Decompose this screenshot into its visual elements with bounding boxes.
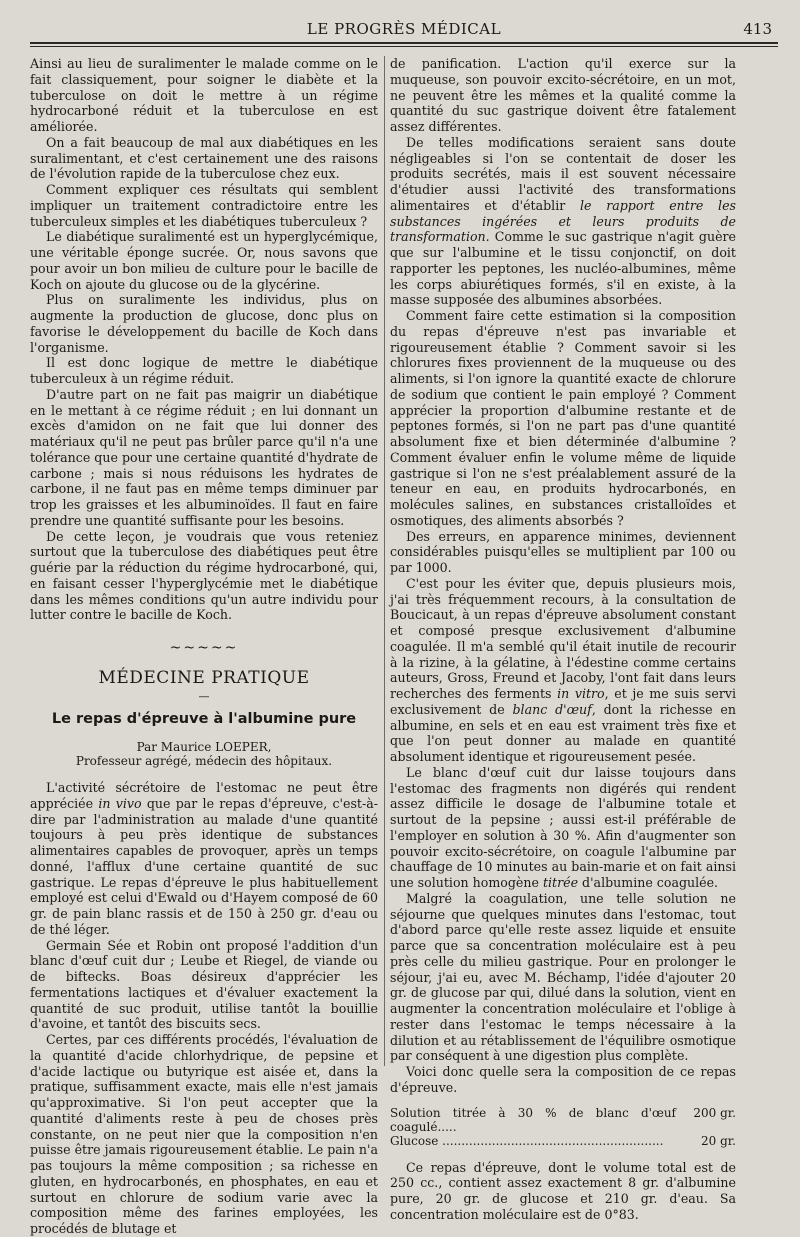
- paragraph: On a fait beaucoup de mal aux diabétiques en les suralimentant, et c'est certainement une des raisons de l'évolution rapide de la tuberculose chez eux.: [30, 134, 378, 182]
- text-run: d'albumine coagulée.: [578, 875, 719, 890]
- section-separator: ~~~~~: [169, 640, 239, 656]
- paragraph: Voici donc quelle sera la composition de ce repas d'épreuve.: [390, 1064, 736, 1095]
- text-run: Le blanc d'œuf cuit dur laisse toujours dans l'estomac des fragments non digérés qui rendent assez difficile le dosage de l'albumine totale et surtout de la pepsine ; aussi est-il préférable de l'employer en solution à 30 %. Afin d'augmenter son pouvoir excito-sécrétoire, on coagule l'albumine par chauffage de 10 minutes au bain-marie et on fait ainsi une solution homogène: [390, 764, 736, 890]
- text-run: L'activité sécrétoire de l'estomac ne peut être appréciée: [30, 780, 378, 811]
- recipe-ingredient: Solution titrée à 30 % de blanc d'œuf coagulé.....: [390, 1105, 676, 1134]
- paragraph: Ainsi au lieu de suralimenter le malade comme on le fait classiquement, pour soigner le diabète et la tuberculose on doit le mettre à un régime hydrocarboné réduit et la tuberculose en est améliorée.: [30, 56, 378, 134]
- paragraph: Comment faire cette estimation si la composition du repas d'épreuve n'est pas invariable et rigoureusement établie ? Comment savoir si les chlorures fixes proviennent de la muqueuse ou des aliments, si l'on ignore la quantité exacte de chlorure de sodium que contient le pain employé ? Comment apprécier la proportion d'albumine restante et de peptones formés, si l'on ne part pas d'une quantité absolument fixe et bien déterminée d'albumine ? Comment évaluer enfin le volume même de liquide gastrique si l'on ne s'est préalablement assuré de la teneur en eau, en produits hydrocarbonés, en molécules salines, en substances cristalloïdes et osmotiques, des aliments absorbés ?: [390, 308, 736, 528]
- paragraph: Malgré la coagulation, une telle solution ne séjourne que quelques minutes dans l'estomac, tout d'abord parce qu'elle reste assez liquide et ensuite parce que sa concentration moléculaire est à peu près celle du milieu gastrique. Pour en prolonger le séjour, j'ai eu, avec M. Béchamp, l'idée d'ajouter 20 gr. de glucose par qui, dilué dans la solution, vient en augmenter la concentration moléculaire et l'oblige à rester dans l'estomac le temps nécessaire à la dilution et au rétablissement de l'équilibre osmotique par conséquent à une digestion plus complète.: [390, 890, 736, 1064]
- column-divider: [384, 56, 385, 1066]
- text-run: , et je me suis servi exclusivement de: [390, 686, 737, 717]
- italic-run: in vitro: [557, 686, 605, 701]
- right-column: [390, 56, 736, 1223]
- page-number: 413: [743, 20, 772, 38]
- italic-run: titrée: [542, 875, 579, 890]
- recipe-row: [390, 1106, 736, 1134]
- text-run: , dont la richesse en albumine, en sels et en eau est vraiment très fixe et que l'on peut donner au malade en quantité absolument identique et rigoureusement pesée.: [390, 701, 736, 764]
- section-title: MÉDECINE PRATIQUE: [98, 667, 310, 688]
- paragraph: D'autre part on ne fait pas maigrir un diabétique en le mettant à ce régime réduit ; en lui donnant un excès d'amidon on ne fait que lui donner des matériaux qu'il ne peut pas brûler parce qu'il n'a une tolérance que pour une certaine quantité d'hydrate de carbone ; mais si nous réduisons les hydrates de carbone, il ne faut pas en même temps diminuer par trop les graisses et les albuminoïdes. Il faut en faire prendre une quantité suffisante pour les besoins.: [30, 386, 378, 528]
- text-run: De telles modifications seraient sans doute négligeables si l'on se contentait de doser les produits secrétés, mais il est souvent nécessaire d'étudier aussi l'activité des transformations alimentaires et d'établir: [390, 134, 736, 213]
- left-column: [30, 56, 378, 1237]
- text-run: C'est pour les éviter que, depuis plusieurs mois, j'ai très fréquemment recours, à la consultation de Boucicaut, à un repas d'épreuve absolument constant et composé presque exclusivement d'albumine coagulée. Il m'a semblé qu'il était inutile de recourir à la rizine, à la gélatine, à l'édestine comme certains auteurs, Gross, Freund et Jacoby, l'ont fait dans leurs recherches des ferments: [390, 575, 736, 701]
- paragraph: Le diabétique suralimenté est un hyperglycémique, une véritable éponge sucrée. Or, nous savons que pour avoir un bon milieu de culture pour le bacille de Koch on ajoute du glucose ou de la glycérine.: [30, 229, 378, 292]
- recipe-row: [390, 1134, 736, 1148]
- paragraph: De cette leçon, je voudrais que vous reteniez surtout que la tuberculose des diabétiques peut être guérie par la réduction du régime hydrocarboné, qui, en faisant cesser l'hyperglycémie met le diabétique dans les mêmes conditions qu'un autre individu pour lutter contre le bacille de Koch.: [30, 528, 378, 623]
- section-dash: —: [198, 689, 210, 703]
- paragraph: Des erreurs, en apparence minimes, deviennent considérables puisqu'elles se multiplient par 100 ou par 1000.: [390, 528, 736, 575]
- recipe-table: [390, 1106, 736, 1148]
- header-rule: [30, 42, 778, 44]
- paragraph: Certes, par ces différents procédés, l'évaluation de la quantité d'acide chlorhydrique, de pepsine et d'acide lactique ou butyrique est aisée et, dans la pratique, suffisamment exacte, mais elle n'est jamais qu'approximative. Si l'on peut accepter que la quantité d'aliments reste à peu de choses près constante, on ne peut nier que la composition n'en puisse être jamais rigoureusement établie. Le pain n'a pas toujours la même composition ; sa richesse en gluten, en hydrocarbonés, en phosphates, en eau et surtout en chlorure de sodium varie avec la composition même des farines employées, les procédés de blutage et: [30, 1032, 379, 1236]
- journal-title: LE PROGRÈS MÉDICAL: [306, 20, 502, 38]
- page-header: [30, 18, 778, 44]
- recipe-quantity: 20 gr.: [701, 1133, 736, 1148]
- text-run: que par le repas d'épreuve, c'est-à-dire par l'administration au malade d'une quantité toujours à peu près identique de substances alimentaires capables de provoquer, après un temps donné, l'afflux d'une certaine quantité de suc gastrique. Le repas d'épreuve le plus habituellement employé est celui d'Ewald ou d'Hayem composé de 60 gr. de pain blanc rassis et de 150 à 250 gr. d'eau ou de thé léger.: [30, 795, 378, 937]
- article-byline: Par Maurice LOEPER,: [136, 740, 272, 754]
- paragraph: Germain Sée et Robin ont proposé l'addition d'un blanc d'œuf cuit dur ; Leube et Riegel, de viande ou de biftecks. Boas désireux d'apprécier les fermentations lactiques et d'évaluer exactement la quantité de suc produit, utilise tantôt la bouillie d'avoine, et tantôt des biscuits secs.: [30, 937, 378, 1032]
- paragraph: Il est donc logique de mettre le diabétique tuberculeux à un régime réduit.: [30, 355, 378, 386]
- recipe-quantity: 200 gr.: [693, 1105, 736, 1120]
- paragraph: [390, 135, 736, 308]
- italic-run: le rapport entre les substances ingérées et leurs produits de transformation.: [390, 197, 736, 245]
- header-rule-thin: [30, 46, 778, 47]
- recipe-ingredient: Glucose ..........................................................: [390, 1133, 664, 1148]
- paragraph: [390, 576, 736, 765]
- article-title: Le repas d'épreuve à l'albumine pure: [51, 711, 357, 728]
- author-affiliation: Professeur agrégé, médecin des hôpitaux.: [75, 754, 333, 768]
- paragraph: [390, 765, 736, 891]
- paragraph: Comment expliquer ces résultats qui semblent impliquer un traitement contradictoire entre les tuberculeux simples et les diabétiques tuberculeux ?: [30, 182, 378, 229]
- text-run: Comme le suc gastrique n'agit guère que sur l'albumine et le tissu conjonctif, on doit rapporter les peptones, les nucléo-albumines, même les corps abiurétiques formés, s'il en existe, à la masse supposée des albumines absorbées.: [390, 229, 736, 308]
- paragraph: de panification. L'action qu'il exerce sur la muqueuse, son pouvoir excito-sécrétoire, en un mot, ne peuvent être les mêmes et la qualité comme la quantité du suc gastrique doivent être fatalement assez différentes.: [390, 56, 736, 134]
- italic-run: in vivo: [98, 795, 142, 811]
- paragraph: Plus on suralimente les individus, plus on augmente la production de glucose, donc plus on favorise le développement du bacille de Koch dans l'organisme.: [30, 292, 378, 355]
- paragraph: Ce repas d'épreuve, dont le volume total est de 250 cc., contient assez exactement 8 gr. d'albumine pure, 20 gr. de glucose et 210 gr. d'eau. Sa concentration moléculaire est de 0°83.: [390, 1159, 736, 1222]
- paragraph: [30, 780, 378, 938]
- italic-run: blanc d'œuf: [512, 701, 592, 717]
